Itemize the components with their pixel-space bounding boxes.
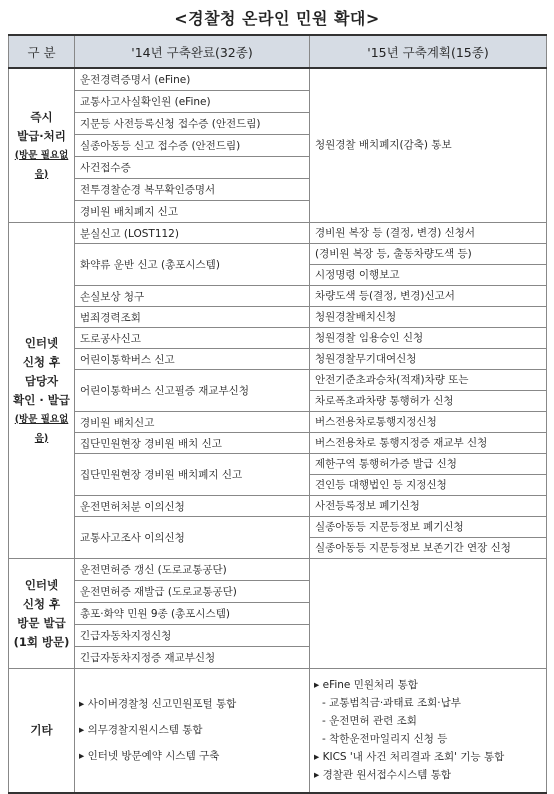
list-item: ▸ 경찰관 원서접수시스템 통합 (314, 769, 451, 782)
list-item: 도로공사신고 (75, 328, 310, 349)
list-item: 경비원 배치폐지 신고 (75, 201, 310, 223)
header-2014: '14년 구축완료(32종) (75, 35, 310, 68)
list-item: 범죄경력조회 (75, 307, 310, 328)
list-item: ▸ KICS '내 사건 처리결과 조회' 기능 통합 (314, 751, 505, 764)
category-other: 기타 (9, 669, 75, 793)
list-item: ▸ 인터넷 방문예약 시스템 구축 (79, 750, 220, 763)
list-item: 버스전용차로 통행지정증 재교부 신청 (310, 433, 547, 454)
list-item: ▸ eFine 민원처리 통합 (314, 679, 418, 692)
list-item: 안전기준초과승차(적재)차량 또는 (310, 370, 547, 391)
header-2015: '15년 구축계획(15종) (310, 35, 547, 68)
list-item: - 운전면허 관련 조회 (322, 715, 417, 728)
list-item: 교통사고사실확인원 (eFine) (75, 91, 310, 113)
list-item: 운전면허증 재발급 (도로교통공단) (75, 581, 310, 603)
list-item: 어린이통학버스 신고필증 재교부신청 (75, 370, 310, 412)
list-item: 차로폭초과차량 통행허가 신청 (310, 391, 547, 412)
category-online-staff: 인터넷 신청 후 담당자 확인 · 발급 (방문 필요없음) (9, 223, 75, 559)
list-item: - 교통범칙금·과태료 조회·납부 (322, 697, 461, 710)
list-item: (경비원 복장 등, 출동차량도색 등) (310, 244, 547, 265)
list-item: 경비원 복장 등 (결정, 변경) 신청서 (310, 223, 547, 244)
empty-cell (310, 559, 547, 669)
list-item: 운전면허처분 이의신청 (75, 496, 310, 517)
list-item: 사전등록정보 폐기신청 (310, 496, 547, 517)
list-item: 경비원 배치신고 (75, 412, 310, 433)
document-title: <경찰청 온라인 민원 확대> (174, 9, 380, 28)
category-online-visit: 인터넷 신청 후 방문 발급 (1회 방문) (9, 559, 75, 669)
list-item: 청원경찰 임용승인 신청 (310, 328, 547, 349)
list-item: 시정명령 이행보고 (310, 265, 547, 286)
list-item: 어린이통학버스 신고 (75, 349, 310, 370)
online-civil-service-table (8, 34, 547, 794)
list-item: 운전면허증 갱신 (도로교통공단) (75, 559, 310, 581)
list-item: 전투경찰순경 복무확인증명서 (75, 179, 310, 201)
list-item: 지문등 사전등록신청 접수증 (안전드림) (75, 113, 310, 135)
list-item: 손실보상 청구 (75, 286, 310, 307)
other-2014-list (75, 669, 310, 793)
list-item: 사건접수증 (75, 157, 310, 179)
list-item: 차량도색 등(결정, 변경)신고서 (310, 286, 547, 307)
list-item: 실종아동등 신고 접수증 (안전드림) (75, 135, 310, 157)
list-item: 운전경력증명서 (eFine) (75, 68, 310, 91)
list-item: 견인등 대행법인 등 지정신청 (310, 475, 547, 496)
category-immediate: 즉시 발급·처리 (방문 필요없음) (9, 68, 75, 223)
list-item: 실종아동등 지문등정보 보존기간 연장 신청 (310, 538, 547, 559)
header-category: 구 분 (9, 35, 75, 68)
list-item: 긴급자동차지정신청 (75, 625, 310, 647)
list-item: 집단민원현장 경비원 배치 신고 (75, 433, 310, 454)
list-item: 청원경찰배치신청 (310, 307, 547, 328)
list-item: 청원경찰 배치폐지(감축) 통보 (310, 68, 547, 223)
list-item: 분실신고 (LOST112) (75, 223, 310, 244)
list-item: 실종아동등 지문등정보 폐기신청 (310, 517, 547, 538)
list-item: 교통사고조사 이의신청 (75, 517, 310, 559)
list-item: 버스전용차로통행지정신청 (310, 412, 547, 433)
list-item: 화약류 운반 신고 (총포시스템) (75, 244, 310, 286)
list-item: ▸ 의무경찰지원시스템 통합 (79, 724, 203, 737)
list-item: 청원경찰무기대여신청 (310, 349, 547, 370)
list-item: 집단민원현장 경비원 배치폐지 신고 (75, 454, 310, 496)
list-item: 총포·화약 민원 9종 (총포시스템) (75, 603, 310, 625)
list-item: 긴급자동차지정증 재교부신청 (75, 647, 310, 669)
list-item: ▸ 사이버경찰청 신고민원포털 통합 (79, 698, 237, 711)
other-2015-list (310, 669, 547, 793)
list-item: - 착한운전마일리지 신청 등 (322, 733, 448, 746)
list-item: 제한구역 통행허가증 발급 신청 (310, 454, 547, 475)
